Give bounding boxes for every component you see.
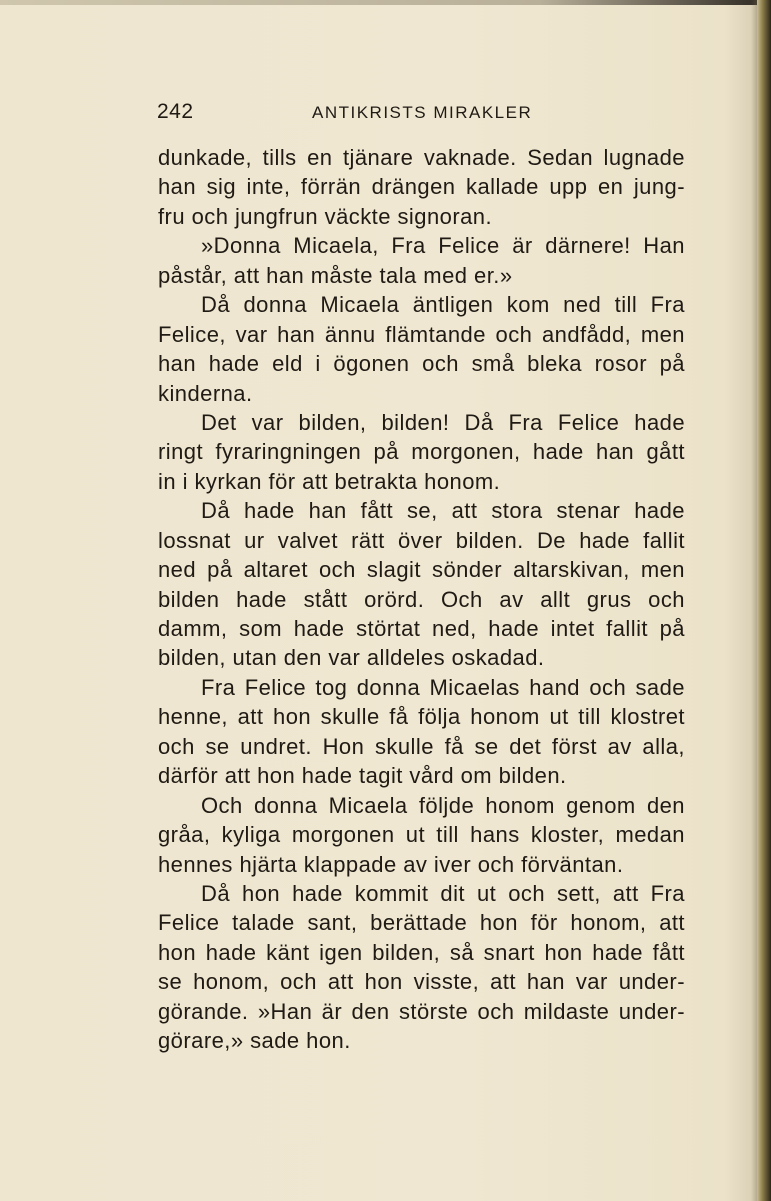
text-line: bilden hade stått orörd. Och av allt grus och: [158, 586, 685, 612]
text-line: ringt fyraringningen på morgonen, hade han gått: [158, 439, 685, 465]
text-line: görare,» sade hon.: [158, 1028, 351, 1054]
text-line: kinderna.: [158, 380, 253, 406]
text-line: Då hon hade kommit dit ut och sett, att Fra: [201, 880, 685, 906]
page-header: [157, 100, 683, 130]
text-line: och se undret. Hon skulle få se det först av alla,: [158, 733, 685, 759]
page-top-edge: [0, 0, 771, 5]
running-head: ANTIKRISTS MIRAKLER: [312, 103, 533, 122]
text-line: han hade eld i ögonen och små bleka rosor på: [158, 351, 685, 377]
text-line: han sig inte, förrän drängen kallade upp en jung-: [158, 174, 685, 200]
text-line: Fra Felice tog donna Micaelas hand och sade: [201, 674, 685, 700]
text-line: lossnat ur valvet rätt över bilden. De hade fallit: [158, 527, 685, 553]
text-line: se honom, och att hon visste, att han var under-: [158, 969, 685, 995]
text-line: in i kyrkan för att betrakta honom.: [158, 468, 501, 494]
page-number: 242: [157, 100, 194, 123]
text-line: därför att hon hade tagit vård om bilden.: [158, 763, 567, 789]
text-line: Felice, var han ännu flämtande och andfådd, men: [158, 321, 685, 347]
text-line: påstår, att han måste tala med er.»: [158, 262, 513, 288]
text-line: ned på altaret och slagit sönder altarskivan, men: [158, 557, 685, 583]
body-text: [158, 143, 685, 1056]
text-line: Då hade han fått se, att stora stenar hade: [201, 498, 685, 524]
text-line: Och donna Micaela följde honom genom den: [201, 792, 685, 818]
text-line: görande. »Han är den störste och mildaste under-: [158, 998, 685, 1024]
text-line: Felice talade sant, berättade hon för honom, att: [158, 910, 685, 936]
page-right-edge: [757, 0, 771, 1201]
text-line: dunkade, tills en tjänare vaknade. Sedan lugnade: [158, 145, 685, 170]
text-line: Då donna Micaela äntligen kom ned till Fra: [201, 292, 685, 318]
text-line: damm, som hade störtat ned, hade intet fallit på: [158, 616, 685, 641]
text-line: gråa, kyliga morgonen ut till hans kloster, medan: [158, 822, 685, 848]
text-line: hennes hjärta klappade av iver och förväntan.: [158, 851, 624, 877]
text-line: fru och jungfrun väckte signoran.: [158, 203, 493, 229]
text-line: »Donna Micaela, Fra Felice är därnere! Han: [201, 233, 685, 259]
text-line: bilden, utan den var alldeles oskadad.: [158, 645, 545, 671]
text-line: hon hade känt igen bilden, så snart hon hade fått: [158, 939, 685, 965]
text-line: henne, att hon skulle få följa honom ut till klostret: [158, 704, 685, 730]
text-line: Det var bilden, bilden! Då Fra Felice hade: [201, 409, 685, 435]
